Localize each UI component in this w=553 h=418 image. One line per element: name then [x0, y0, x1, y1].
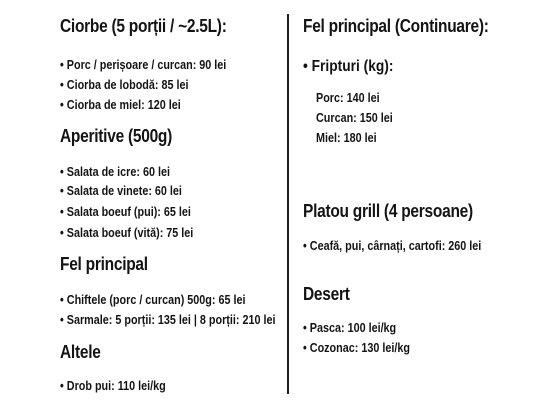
menu-item: • Salata de vinete: 60 lei [60, 183, 182, 198]
menu-item: Miel: 180 lei [316, 130, 377, 145]
menu-item: • Drob pui: 110 lei/kg [60, 378, 166, 393]
menu-item: • Sarmale: 5 porții: 135 lei | 8 porții: 210 lei [60, 312, 276, 327]
menu-item: • Ciorba de miel: 120 lei [60, 97, 181, 112]
section-title-fel-principal: Fel principal [60, 254, 148, 274]
menu-item: • Salata boeuf (vită): 75 lei [60, 225, 194, 240]
section-title-aperitive: Aperitive (500g) [60, 126, 173, 146]
menu-item: • Salata boeuf (pui): 65 lei [60, 204, 191, 219]
section-title-platou-grill: Platou grill (4 persoane) [303, 201, 473, 221]
section-title-fel-principal-continuare: Fel principal (Continuare): [303, 16, 489, 36]
subheading-fripturi: • Fripturi (kg): [303, 58, 394, 75]
menu-item: • Porc / perișoare / curcan: 90 lei [60, 57, 227, 72]
menu-item: • Ciorba de lobodă: 85 lei [60, 77, 189, 92]
menu-item: • Cozonac: 130 lei/kg [303, 340, 410, 355]
menu-item: • Salata de icre: 60 lei [60, 164, 170, 179]
menu-item: • Ceafă, pui, cârnați, cartofi: 260 lei [303, 238, 482, 253]
menu-item: Curcan: 150 lei [316, 110, 393, 125]
section-title-ciorbe: Ciorbe (5 porții / ~2.5L): [60, 16, 227, 36]
section-title-altele: Altele [60, 342, 101, 362]
menu-item: • Pasca: 100 lei/kg [303, 320, 397, 335]
column-divider [287, 14, 289, 394]
menu-item: • Chiftele (porc / curcan) 500g: 65 lei [60, 292, 246, 307]
menu-item: Porc: 140 lei [316, 90, 380, 105]
section-title-desert: Desert [303, 284, 350, 304]
